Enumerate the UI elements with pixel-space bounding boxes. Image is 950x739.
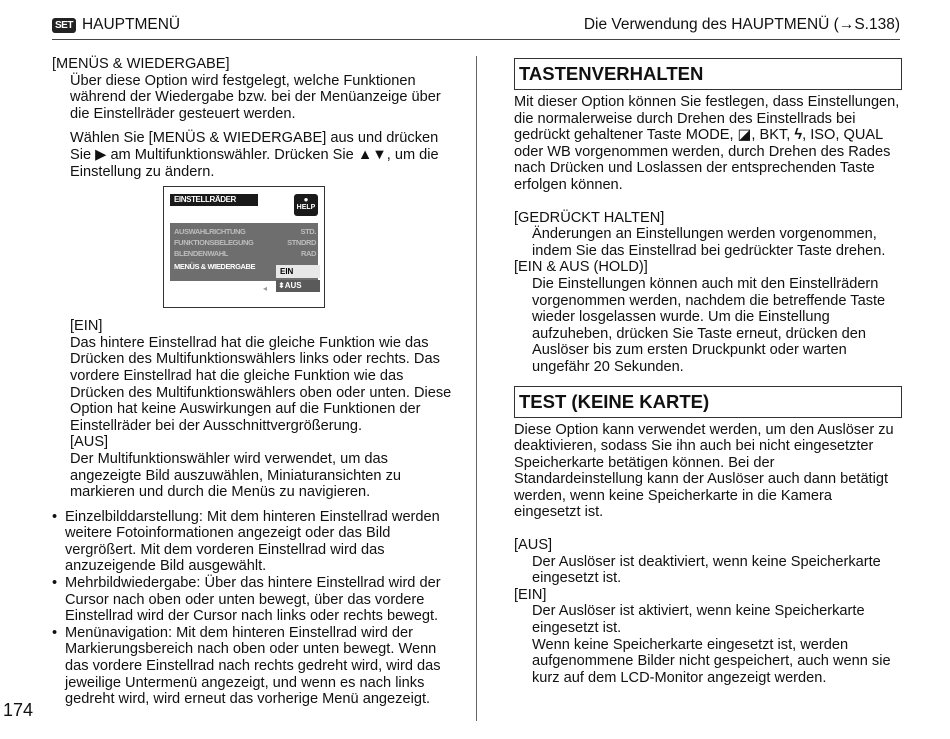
up-down-small-icon: ⬍	[278, 281, 285, 291]
left-column	[52, 56, 452, 708]
option-text-gedrueckt-halten: Änderungen an Einstellungen werden vorgenommen, indem Sie das Einstellrad bei gedrückter Taste drehen.	[532, 226, 886, 259]
header-title: HAUPTMENÜ	[81, 16, 181, 33]
test-ein-text-1: Der Auslöser ist aktiviert, wenn keine Speicherkarte eingesetzt ist.	[532, 603, 865, 637]
header-reference: Die Verwendung des HAUPTMENÜ (→S.138)	[583, 16, 900, 33]
section-title-tastenverhalten: TASTENVERHALTEN	[514, 58, 902, 90]
right-arrow-icon: ▶	[95, 146, 107, 163]
list-item: • Mehrbildwiedergabe: Über das hintere Einstellrad wird der Cursor nach oben oder unten bewegt, über das vordere Einstellrad wird der Cursor nach links oder rechts bewegt.	[52, 575, 452, 625]
screen-title: EINSTELLRÄDER	[170, 194, 258, 206]
column-divider	[476, 56, 477, 721]
right-column	[514, 58, 902, 686]
intro-text: Über diese Option wird festgelegt, welche Funktionen während der Wiedergabe bzw. bei der Menüanzeige über die Einstellräder gesteuert werden.	[70, 72, 441, 122]
camera-screen-wrapper	[163, 186, 452, 308]
header-left	[52, 16, 180, 34]
option-label-gedrueckt-halten: [GEDRÜCKT HALTEN]	[514, 209, 665, 226]
ein-text: Das hintere Einstellrad hat die gleiche Funktion wie das Drücken des Multifunktionswählers links oder rechts. Das vordere Einstellrad hat die gleiche Funktion wie das Drücken des Multifunktionswählers oben oder unten. Diese Option hat keine Auswirkungen auf die Funktionen der Einstellräder bei der Ausschnittvergrößerung.	[70, 334, 452, 434]
screen-row	[174, 238, 316, 248]
ein-label: [EIN]	[70, 318, 103, 335]
aus-text: Der Multifunktionswähler wird verwendet, um das angezeigte Bild auszuwählen, Miniaturansichten zu markieren und durch die Menüs zu navigieren.	[70, 450, 401, 501]
page-header	[52, 14, 900, 40]
ein-block	[52, 318, 452, 501]
test-intro: Diese Option kann verwendet werden, um den Auslöser zu deaktivieren, sodass Sie ihn auch bei nicht eingesetzter Speicherkarte betätigen können. Bei der Standardeinstellung kann der Auslöser auch dann betätigt werden, wenn keine Speicherkarte in die Kamera eingesetzt ist.	[514, 421, 894, 521]
set-menu-icon: SET	[52, 18, 76, 33]
test-ein-label: [EIN]	[514, 586, 547, 603]
aus-label: [AUS]	[70, 434, 109, 451]
intro-part-1: Mit dieser Option können Sie festlegen, dass Einstellungen, die normalerweise durch Drehen des Einstellrads bei gedrückt gehaltener Taste MODE,	[514, 94, 900, 144]
screen-option-ein: EIN	[276, 265, 320, 278]
camera-screen	[163, 186, 325, 308]
screen-row	[174, 249, 316, 259]
row-label: FUNKTIONSBELEGUNG	[174, 238, 254, 248]
option-aus-label: AUS	[284, 281, 302, 291]
flash-icon: ϟ	[794, 127, 803, 144]
test-aus-text: Der Auslöser ist deaktiviert, wenn keine Speicherkarte eingesetzt ist.	[532, 553, 881, 587]
row-label: BLENDENWAHL	[174, 249, 228, 259]
intro-part-2: , BKT,	[751, 127, 795, 144]
intro-part-3: , ISO, QUAL oder WB vorgenommen werden, durch Drehen des Rades nach Drücken und Loslassen der entsprechenden Taste erfolgen können.	[514, 127, 891, 193]
screen-row	[174, 227, 316, 237]
test-ein-text-2: Wenn keine Speicherkarte eingesetzt ist, werden aufgenommene Bilder nicht gespeichert, auch wenn sie kurz auf dem LCD-Monitor angezeigt werden.	[532, 636, 891, 686]
row-value: STD.	[300, 227, 316, 237]
bullet-list	[52, 509, 452, 708]
row-label: MENÜS & WIEDERGABE	[174, 262, 256, 272]
page-number: 174	[3, 700, 34, 720]
option-text-ein-aus-hold: Die Einstellungen können auch mit den Einstellrädern vorgenommen werden, nachdem die betreffende Taste wieder losgelassen wurde. Um die Einstellung aufzuheben, drücken Sie Taste erneut, drücken den Auslöser bis zum ersten Druckpunkt oder warten ungefähr 20 Sekunden.	[532, 275, 886, 375]
row-value: STNDRD	[287, 238, 316, 248]
instruction-text	[52, 130, 452, 180]
help-button	[294, 194, 318, 216]
list-item: • Menünavigation: Mit dem hinteren Einstellrad wird der Markierungsbereich nach oben oder unten bewegt. Wenn das vordere Einstellrad nach rechts gedreht wird, wird das jeweilige Untermenü angezeigt, und wenn es nach links gedreht wird, wird erneut das vorherige Menü angezeigt.	[52, 625, 452, 708]
left-arrow-icon: ◂	[263, 284, 268, 294]
section-title-test-keine-karte: TEST (KEINE KARTE)	[514, 386, 902, 418]
option-label-ein-aus-hold: [EIN & AUS (HOLD)]	[514, 259, 648, 276]
screen-option-aus	[276, 280, 320, 292]
exposure-compensation-icon: ◪	[737, 127, 752, 144]
section-heading-menus-wiedergabe: [MENÜS & WIEDERGABE]	[52, 56, 230, 72]
help-icon: ●	[303, 195, 309, 205]
instruction-part-3: , um die Einstellung zu ändern.	[70, 146, 439, 180]
test-aus-label: [AUS]	[514, 537, 553, 554]
tastenverhalten-intro	[514, 94, 902, 194]
row-label: AUSWAHLRICHTUNG	[174, 227, 246, 237]
instruction-part-1: Wählen Sie [MENÜS & WIEDERGABE] aus und drücken Sie	[70, 130, 439, 163]
help-label: HELP	[296, 204, 316, 212]
up-down-arrows-icon: ▲▼	[357, 146, 387, 163]
row-value: RAD	[300, 249, 316, 259]
list-item: • Einzelbilddarstellung: Mit dem hinteren Einstellrad werden weitere Fotoinformationen angezeigt oder das Bild vergrößert. Mit dem vorderen Einstellrad wird das anzuzeigende Bild ausgewählt.	[52, 509, 452, 575]
instruction-part-2: am Multifunktionswähler. Drücken Sie	[106, 146, 358, 163]
